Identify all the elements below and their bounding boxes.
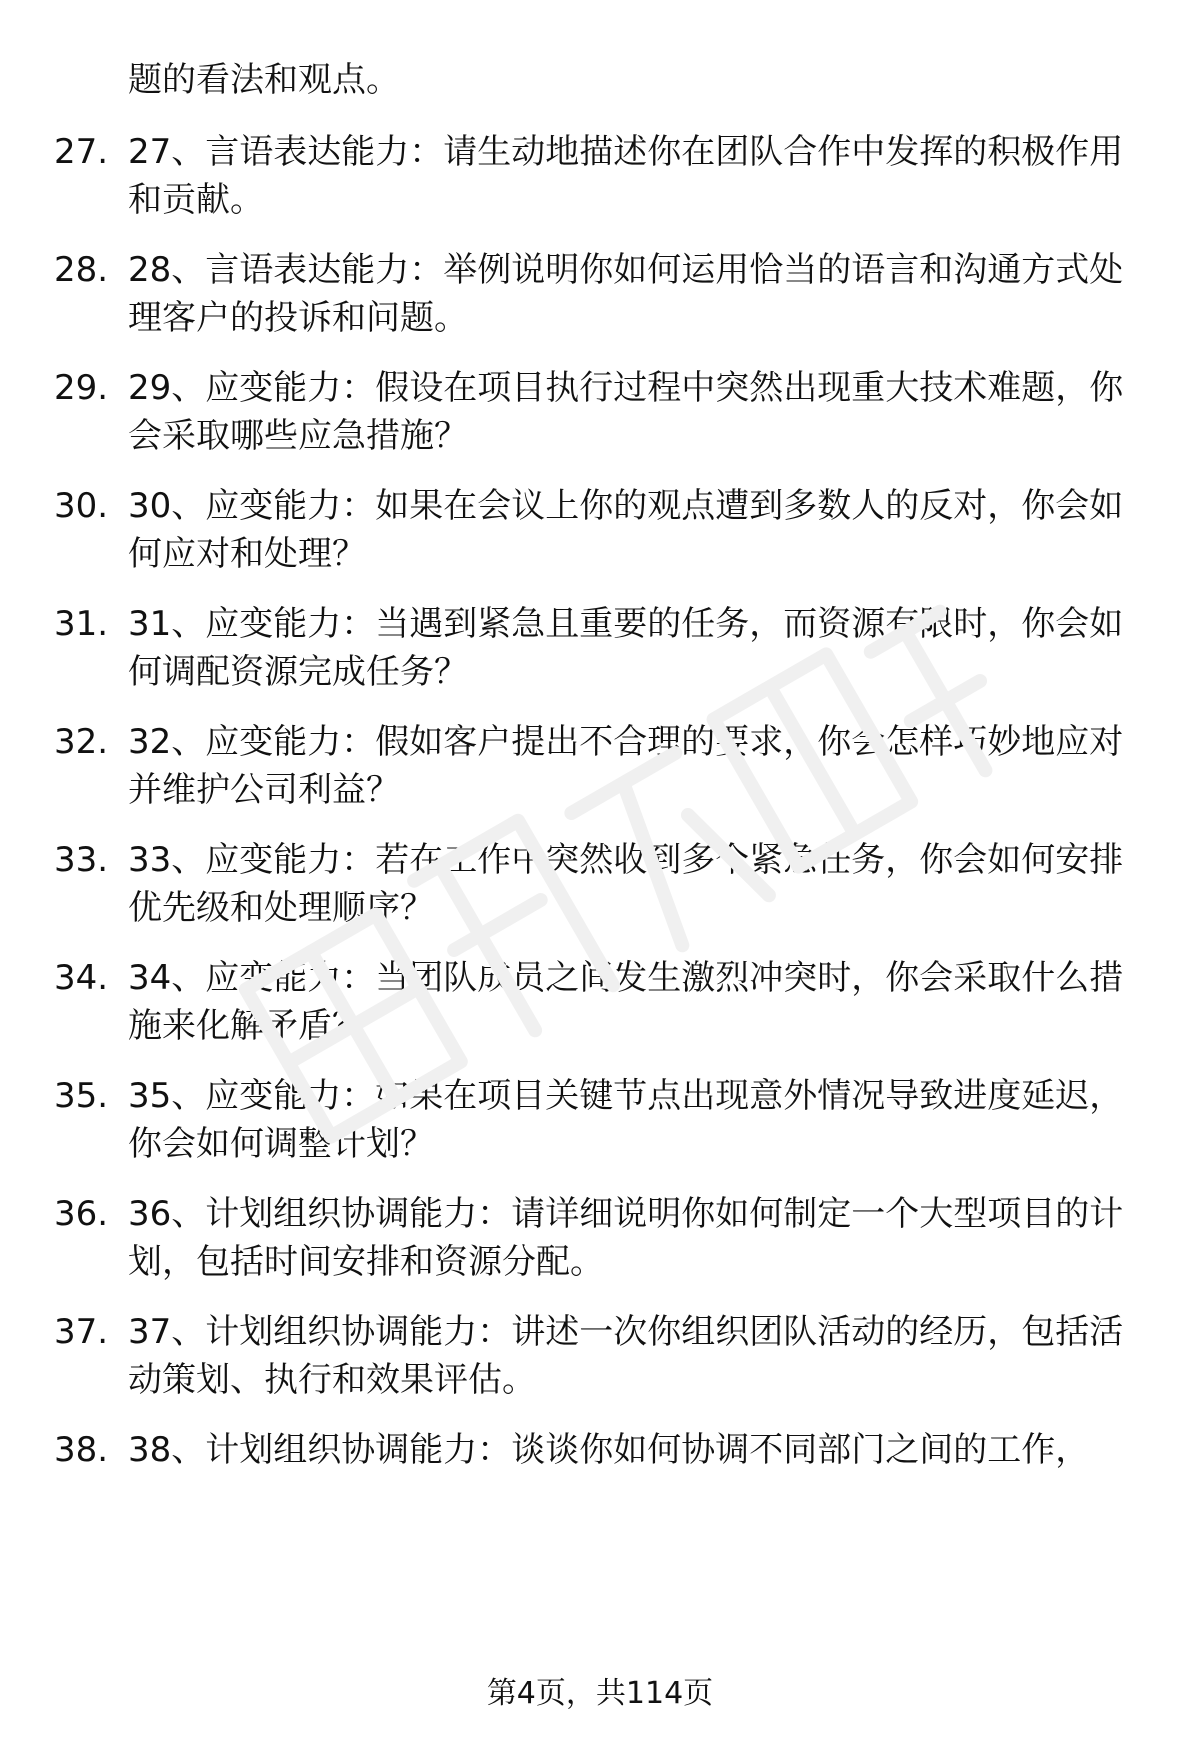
item-text: 28、言语表达能力：举例说明你如何运用恰当的语言和沟通方式处理客户的投诉和问题。 (128, 250, 1124, 338)
item-number: 29. (54, 368, 109, 408)
item-text: 38、计划组织协调能力：谈谈你如何协调不同部门之间的工作， (128, 1430, 1090, 1470)
item-number: 35. (54, 1076, 109, 1116)
item-text: 29、应变能力：假设在项目执行过程中突然出现重大技术难题，你会采取哪些应急措施？ (128, 368, 1124, 456)
item-text: 32、应变能力：假如客户提出不合理的要求，你会怎样巧妙地应对并维护公司利益？ (128, 722, 1124, 810)
item-number: 27. (54, 132, 109, 172)
item-number: 32. (54, 722, 109, 762)
item-text: 31、应变能力：当遇到紧急且重要的任务，而资源有限时，你会如何调配资源完成任务？ (128, 604, 1124, 692)
item-text: 34、应变能力：当团队成员之间发生激烈冲突时，你会采取什么措施来化解矛盾？ (128, 958, 1124, 1046)
item-text: 36、计划组织协调能力：请详细说明你如何制定一个大型项目的计划，包括时间安排和资源分配。 (128, 1194, 1124, 1282)
item-number: 30. (54, 486, 109, 526)
item-number: 28. (54, 250, 109, 290)
page-footer: 第4页，共114页 (486, 1676, 714, 1711)
item-number: 33. (54, 840, 109, 880)
item-number: 31. (54, 604, 109, 644)
item-number: 34. (54, 958, 109, 998)
item-number: 36. (54, 1194, 109, 1234)
continuation-text: 题的看法和观点。 (128, 60, 400, 100)
item-text: 35、应变能力：如果在项目关键节点出现意外情况导致进度延迟，你会如何调整计划？ (128, 1076, 1124, 1164)
item-number: 37. (54, 1312, 109, 1352)
item-text: 30、应变能力：如果在会议上你的观点遭到多数人的反对，你会如何应对和处理？ (128, 486, 1124, 574)
item-number: 38. (54, 1430, 109, 1470)
item-text: 33、应变能力：若在工作中突然收到多个紧急任务，你会如何安排优先级和处理顺序？ (128, 840, 1124, 928)
item-text: 27、言语表达能力：请生动地描述你在团队合作中发挥的积极作用和贡献。 (128, 132, 1124, 220)
item-text: 37、计划组织协调能力：讲述一次你组织团队活动的经历，包括活动策划、执行和效果评估。 (128, 1312, 1124, 1400)
